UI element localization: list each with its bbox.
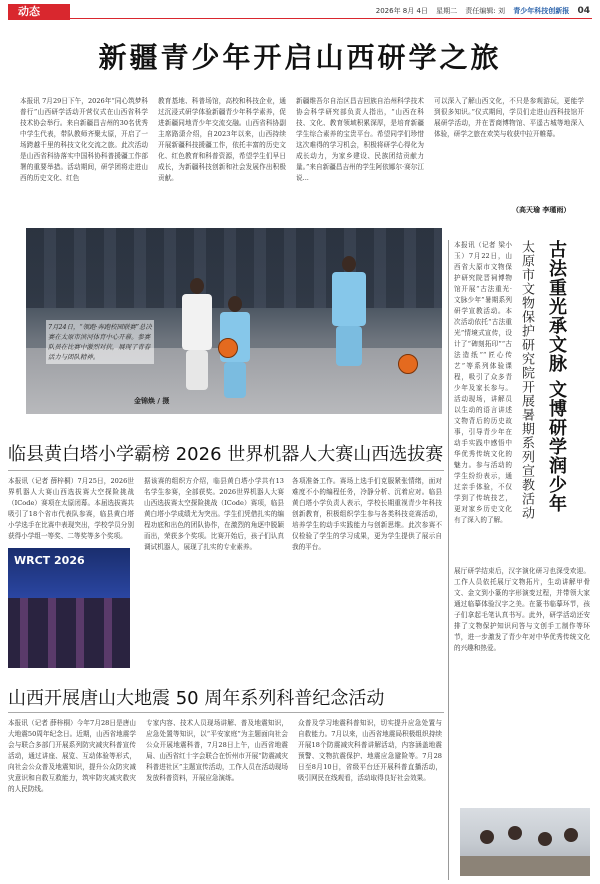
header-meta [370, 6, 590, 16]
basketball-photo [26, 228, 442, 414]
story1-col1: 本报讯 7月29日下午，2026年“同心筑梦科普行”山西研学活动开营仪式在山西省科学技术协会举行。来自新疆昌吉州的30名优秀中学生代表，带队教师齐聚太原，开启了一场跨越千里的科技文化交流之旅。此次活动是山西省科协落实中国科协科普援疆工作部署的重要举措。活动期间，研学团将走进山西的历史文化、红色 [20, 97, 148, 182]
newspaper-brand: 青少年科技创新报 [513, 7, 570, 15]
section-tag: 动态 [8, 4, 70, 20]
story3-rule [8, 712, 444, 713]
column-divider [448, 240, 449, 880]
story3-col2: 专家内容、技术人员现场讲解、普及地震知识，应急处置等知识，以“平安家庭”为主题面向社会公众开展地震科普，7月28日上午，山西省地震局、山西省红十字会联合在忻州市开展“防震减灾科普进社区”主题宣传活动，工作人员在活动现场发放科普资料，开展应急演练。 [146, 719, 288, 782]
story2-col3: 各项准备工作。赛场上选手们克服紧张情绪，面对难度不小的编程任务，冷静分析、沉着应对。临县黄白塔小学负责人表示，学校长期重视青少年科技创新教育，积极组织学生参与各类科技竞赛活动，培养学生的动手实践能力与创新思维。此次参赛不仅检验了学生的学习成果，更为学生提供了展示自我的平台。 [292, 477, 442, 551]
story2-headline: 临县黄白塔小学霸榜 2026 世界机器人大赛山西选拔赛 [8, 444, 444, 465]
page-header [0, 0, 600, 22]
story3-headline: 山西开展唐山大地震 50 周年系列科普纪念活动 [8, 688, 385, 709]
robot-banner: WRCT 2026 [14, 554, 85, 567]
photo-credit: 金锦焕 / 摄 [134, 397, 170, 405]
story2-col2: 据该赛的组织方介绍，临县黄白塔小学共有13名学生参赛，全部获奖。2026世界机器人大赛山西选拔赛太空探险挑战（ICode）赛项，临县黄白塔小学成绩尤为突出。学生们凭借扎实的编程功底和出色的团队协作，在激烈的角逐中脱颖而出，荣获多个奖项。比赛开始后，孩子们认真调试机器人，展现了扎实的专业素养。 [144, 477, 284, 551]
vertical-story-subtitle: 太原市文物保护研究院开展暑期系列宣教活动 [519, 240, 534, 520]
story1-col2: 教育基地、科普场馆，高校和科技企业，通过沉浸式研学体验新疆青少年科学素养，促进新疆同地青少年交流交融。山西省科协副主席路潇介绍，自2023年以来，山西持续开展新疆科技援疆工作，依托丰富的历史文化、红色教育和科普资源，希望学生们早日成长，为新疆科技创新和社会发展作出积极贡献。 [158, 97, 286, 182]
story1-col3: 新疆维吾尔自治区昌吉回族自治州科学技术协会科学研究部负责人指出，“山西在科技、文化、教育领域积累深厚，是培育新疆学生综合素养的宝贵平台。希望同学们珍惜这次难得的学习机会，积极将研学心得化为成长动力，为家乡建设、民族团结贡献力量。”来自新疆昌吉州的学生阿依娜尔·赛尔江说... [296, 97, 424, 182]
editor: 责任编辑: 刘 [465, 7, 505, 15]
vertical-story-text-2: 展厅研学结束后，汉字演化研习也深受欢迎。工作人员依托展厅文物拓片，生动讲解甲骨文、金文到小篆的字形演变过程，并带领大家通过临摹体验汉字之美。在篆书临摹环节，孩子们拿起毛笔认真书写。此外，研学活动还安排了文物保护知识问答与文创手工制作等环节，进一步激发了青少年对中华优秀传统文化的兴趣和热爱。 [454, 567, 590, 652]
main-headline: 新疆青少年开启山西研学之旅 [98, 41, 502, 74]
issue-date: 2026年 8月 4日 [375, 7, 428, 15]
page-number: 04 [577, 6, 590, 16]
story2-rule [8, 470, 444, 471]
basketball-left [218, 338, 238, 358]
photo-caption: 7月24日，“领跑·奔跑校园联赛”总决赛在太原市滨河体育中心开幕。参赛队员在比赛中激烈对抗，展现了青春活力与团队精神。 [46, 320, 154, 364]
classroom-photo [460, 808, 590, 876]
story1-byline: （高天瑜 李瑾雨） [512, 206, 571, 214]
story1-col4: 可以深入了解山西文化，不只是参观游玩，更能学到很多知识。”仪式期间，学员们走进山西科技馆开展研学活动，并在晋商博物馆、平遥古城等地深入体验，研学之旅在欢笑与收获中拉开帷幕。 [434, 97, 584, 138]
vertical-story-text: 本报讯（记者 梁小玉）7月22日，山西省大原市文物保护研究院晋祠博物馆开展“古法重光·文脉少年”暑期系列研学宣教活动。本次活动依托“古法重光”情境式宣传，设计了“碑刻拓印”“古法造纸”“匠心传艺”等系列体验课程，吸引了众多青少年及家长参与。活动现场，讲解员以生动的语言讲述文物背后的历史故事，引导青少年在动手实践中感悟中华优秀传统文化的魅力。参与活动的学生纷纷表示，通过亲手体验，不仅学到了传统技艺，更对家乡历史文化有了深入的了解。 [454, 241, 512, 524]
robot-team-group [8, 598, 130, 668]
story3-col3: 众普及学习地震科普知识，切实提升应急处置与自救能力。7月以来，山西省地震局积极组织持续开展18个防震减灾科普讲解活动，内容涵盖地震预警、文物抗震保护、地震应急避险等。7月28日至8月10日，省级平台还开展科普直播活动，吸引网民在线观看，活动取得良好社会效果。 [298, 719, 442, 782]
story2-col1: 本报讯（记者 薛梓桐）7月25日，2026世界机器人大赛山西选拔赛大空探险挑战（ICode）赛项在太原闭幕。本届选拔赛共吸引了18个省市代表队参赛，临县黄白塔小学选手在比赛中表现突出，学校学员分别获得小学组一等奖、二等奖等多个奖项。 [8, 477, 134, 540]
header-rule [70, 18, 592, 19]
basketball-right [398, 354, 418, 374]
robot-contest-photo [8, 548, 130, 668]
issue-weekday: 星期二 [436, 7, 458, 15]
story3-col1: 本报讯（记者 薛梓桐）今年7月28日是唐山大地震50周年纪念日。近期，山西省地震学会与联合多部门开展系列防灾减灾科普宣传活动，通过讲座、展览、互动体验等形式，向社会公众普及地震知识，提升公众防灾减灾意识和自救互救能力，筑牢防灾减灾救灾的人民防线。 [8, 719, 136, 793]
vertical-story-title: 古法重光承文脉 文博研学润少年 [546, 240, 567, 514]
